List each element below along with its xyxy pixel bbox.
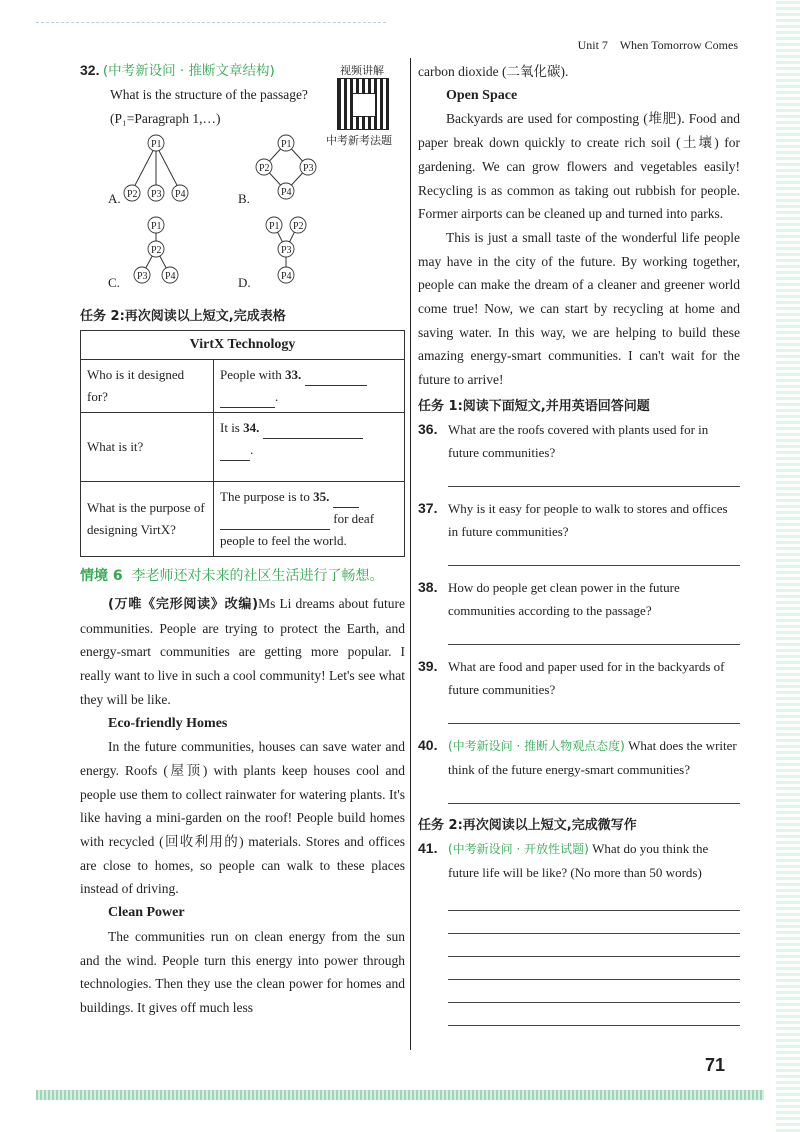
svg-text:P4: P4 xyxy=(165,271,176,282)
answer-blank[interactable] xyxy=(263,438,363,439)
question-number: 38. xyxy=(418,578,438,595)
section-heading: Open Space xyxy=(446,87,518,103)
question-text: What are the roofs covered with plants used for in future communities? xyxy=(448,421,709,460)
question-text: What does the writer think of the future energy-smart communities? xyxy=(448,737,737,777)
question-text: Why is it easy for people to walk to stores and offices in future communities? xyxy=(448,500,728,539)
scene-label: 情境 6 xyxy=(80,568,123,584)
qr-top-label: 视频讲解 xyxy=(340,64,384,77)
writing-area[interactable] xyxy=(448,888,740,1026)
answer-blank[interactable] xyxy=(220,407,275,408)
top-dashed-line xyxy=(36,22,386,23)
question-text: What do you think the future life will be like? (No more than 50 words) xyxy=(448,840,709,880)
answer-blank[interactable] xyxy=(220,460,250,461)
question-note: (P₁=Paragraph 1,…) xyxy=(110,111,221,126)
svg-text:P4: P4 xyxy=(281,271,292,282)
header-title: When Tomorrow Comes xyxy=(619,38,738,52)
page-number: 71 xyxy=(704,1055,725,1075)
svg-text:P2: P2 xyxy=(259,163,270,174)
svg-text:P3: P3 xyxy=(303,163,314,174)
diagram-b xyxy=(248,131,328,211)
writing-line[interactable] xyxy=(448,1003,740,1026)
question-text: How do people get clean power in the future communities according to the passage? xyxy=(448,579,680,618)
task-1-heading: 任务 1:阅读下面短文,并用英语回答问题 xyxy=(418,398,650,414)
scene-text: 李老师还对未来的社区生活进行了畅想。 xyxy=(131,568,384,584)
question-41 xyxy=(418,837,740,1026)
question-tag: (中考新设问 · 推断文章结构) xyxy=(102,63,275,79)
reading-passage-continued xyxy=(418,60,740,392)
question-tag: (中考新设问 · 开放性试题) xyxy=(448,841,589,856)
bottom-decoration xyxy=(36,1090,764,1100)
column-divider xyxy=(410,58,411,1050)
value-prefix: The purpose is to xyxy=(220,489,310,504)
svg-text:P4: P4 xyxy=(175,189,186,200)
diagram-d xyxy=(248,213,328,299)
row-label: Who is it designed for? xyxy=(81,360,214,413)
page-edge-decoration xyxy=(776,0,800,1132)
virtx-table xyxy=(80,330,405,557)
svg-text:P2: P2 xyxy=(293,221,304,232)
svg-text:P1: P1 xyxy=(151,139,162,150)
option-a-label: A. xyxy=(108,191,121,206)
answer-blank[interactable] xyxy=(333,507,359,508)
question-number: 36. xyxy=(418,420,438,437)
question-number: 37. xyxy=(418,499,438,516)
row-value xyxy=(214,482,405,557)
question-number: 34. xyxy=(243,420,260,435)
question-37 xyxy=(418,497,740,566)
table-row xyxy=(81,413,405,482)
writing-line[interactable] xyxy=(448,911,740,934)
question-39 xyxy=(418,655,740,724)
question-32 xyxy=(80,58,405,131)
scene-6 xyxy=(80,565,405,588)
left-column xyxy=(80,58,405,1020)
answer-line[interactable] xyxy=(448,543,740,566)
row-label: What is the purpose of designing VirtX? xyxy=(81,482,214,557)
writing-line[interactable] xyxy=(448,957,740,980)
answer-line[interactable] xyxy=(448,622,740,645)
question-38 xyxy=(418,576,740,645)
question-text: What is the structure of the passage? xyxy=(110,87,308,102)
answer-line[interactable] xyxy=(448,781,740,804)
writing-line[interactable] xyxy=(448,934,740,957)
svg-text:P1: P1 xyxy=(151,221,162,232)
qr-bottom-label: 中考新考法题 xyxy=(326,134,392,147)
option-c-label: C. xyxy=(108,275,120,290)
answer-blank[interactable] xyxy=(220,529,330,530)
table-row xyxy=(81,360,405,413)
svg-text:P3: P3 xyxy=(151,189,162,200)
svg-text:P4: P4 xyxy=(281,187,292,198)
question-36 xyxy=(418,418,740,487)
writing-line[interactable] xyxy=(448,980,740,1003)
option-d-label: D. xyxy=(238,275,251,290)
question-text: What are food and paper used for in the backyards of future communities? xyxy=(448,658,725,697)
passage-source: (万唯《完形阅读》改编) xyxy=(108,597,259,612)
passage-intro: Ms Li dreams about future communities. People are trying to protect the Earth, and energy-smart communities are getting more popular. I really want to live in such a cool community! Let's see what they will be like. xyxy=(80,596,405,707)
table-row xyxy=(81,482,405,557)
svg-text:P1: P1 xyxy=(269,221,280,232)
task-2-writing-heading: 任务 2:再次阅读以上短文,完成微写作 xyxy=(418,817,637,833)
section-heading: Clean Power xyxy=(108,905,185,921)
section-heading: Eco-friendly Homes xyxy=(108,715,228,731)
question-number: 40. xyxy=(418,736,438,753)
right-column xyxy=(418,60,740,1026)
value-prefix: It is xyxy=(220,420,240,435)
answer-line[interactable] xyxy=(448,701,740,724)
header-unit: Unit 7 xyxy=(577,38,608,52)
table-title: VirtX Technology xyxy=(81,331,405,360)
value-suffix: for deaf people to feel the world. xyxy=(220,511,375,548)
svg-text:P3: P3 xyxy=(137,271,148,282)
question-number: 32. xyxy=(80,62,100,78)
question-40 xyxy=(418,734,740,804)
question-number: 35. xyxy=(313,489,330,504)
question-number: 39. xyxy=(418,657,438,674)
task-2-heading: 任务 2:再次阅读以上短文,完成表格 xyxy=(80,309,286,324)
reading-passage xyxy=(80,592,405,1020)
question-tag: (中考新设问 · 推断人物观点态度) xyxy=(448,738,625,753)
answer-blank[interactable] xyxy=(305,385,367,386)
diagram-a xyxy=(118,131,198,211)
passage-continuation: carbon dioxide (二氧化碳). xyxy=(418,64,569,79)
svg-text:P2: P2 xyxy=(127,189,138,200)
passage-paragraph: In the future communities, houses can save water and energy. Roofs (屋顶) with plants keep houses cool and people use them to collect rainwater for watering plants. It's like having a mini-garden on the roof! People build homes with recycled (回收利用的) materials. Stores and offices are close to homes, so people can walk to these places instead of driving. xyxy=(80,739,405,897)
question-number: 41. xyxy=(418,839,438,856)
value-prefix: People with xyxy=(220,367,282,382)
passage-paragraph: The communities run on clean energy from the sun and the wind. People turn this energy into power through technologies. Then they use the clean power for homes and buildings. It gives off much less xyxy=(80,928,405,1015)
svg-text:P2: P2 xyxy=(151,245,162,256)
passage-paragraph: Backyards are used for composting (堆肥). Food and paper break down quickly to create rich soil (土壤) for gardening. We can grow flowers and vegetables easily! Recycling is as common as taking out rubbish for people. Former airports can be cleaned up and turned into parks. xyxy=(418,111,740,222)
row-label: What is it? xyxy=(81,413,214,482)
running-header xyxy=(578,38,738,53)
passage-paragraph: This is just a small taste of the wonderful life people may have in the city of the future. By working together, people can make the dream of a cleaner and greener world come true! Now, we can start by recycling at home and saving water. In this way, we are helping to build these amazing energy-smart communities. I can't wait for the future to arrive! xyxy=(418,229,740,388)
structure-diagrams xyxy=(80,131,405,301)
svg-text:P3: P3 xyxy=(281,245,292,256)
writing-line[interactable] xyxy=(448,888,740,911)
diagram-c xyxy=(118,213,198,299)
row-value: People with 33. . xyxy=(214,360,405,413)
answer-line[interactable] xyxy=(448,464,740,487)
question-number: 33. xyxy=(285,367,302,382)
svg-text:P1: P1 xyxy=(281,139,292,150)
option-b-label: B. xyxy=(238,191,250,206)
row-value: It is 34. . xyxy=(214,413,405,482)
